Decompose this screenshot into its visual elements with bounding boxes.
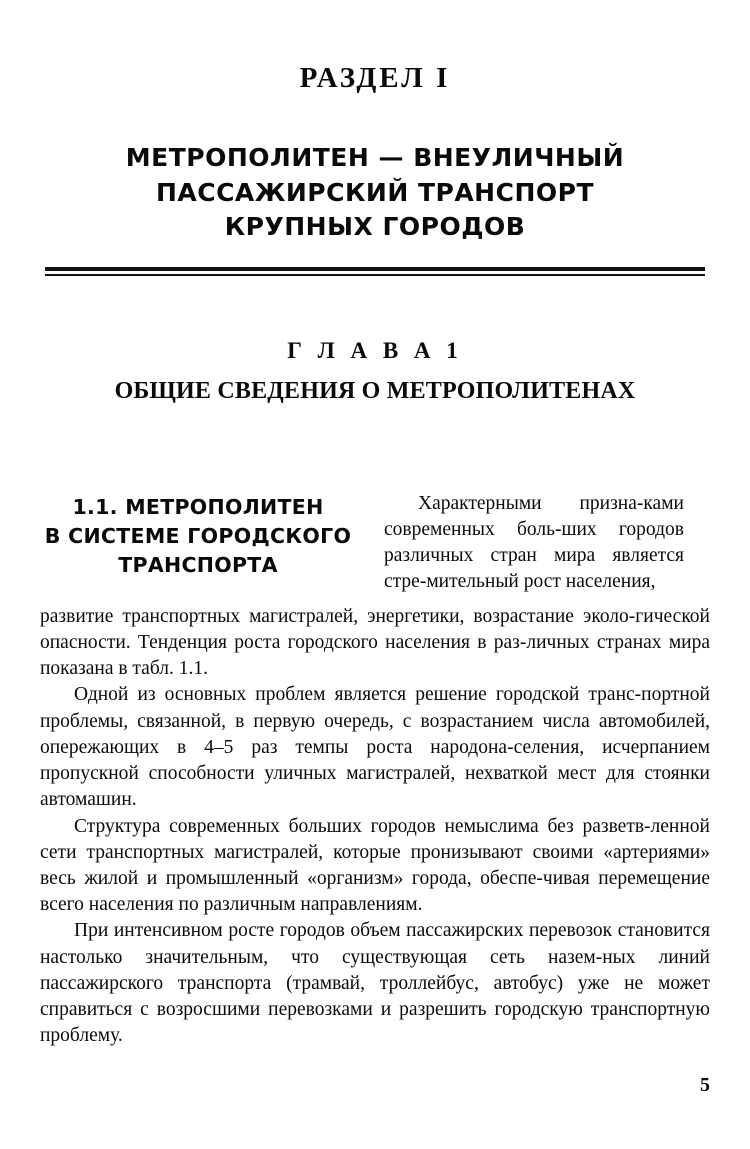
body-text (40, 604, 710, 1050)
subsection-heading-line-3: ТРАНСПОРТА (118, 552, 278, 577)
part-heading (95, 141, 655, 245)
chapter-title: ОБЩИЕ СВЕДЕНИЯ О МЕТРОПОЛИТЕНАХ (114, 377, 636, 404)
section-title: РАЗДЕЛ I (299, 62, 451, 94)
paragraph-1: развитие транспортных магистралей, энергетики, возрастание эколо-гической опасности. Тенденция роста городского населения в раз-личных странах мира показана в табл. 1.1. (40, 605, 710, 680)
page-content (40, 62, 710, 1049)
part-heading-line-2: ПАССАЖИРСКИЙ ТРАНСПОРТ (155, 177, 595, 207)
subsection-heading-line-2: В СИСТЕМЕ ГОРОДСКОГО (44, 523, 352, 548)
part-heading-line-1: МЕТРОПОЛИТЕН — ВНЕУЛИЧНЫЙ (125, 143, 625, 172)
paragraph-4: При интенсивном росте городов объем пассажирских перевозок становится настолько значительным, что существующая сеть назем-ных линий пассажирского транспорта (трамвай, троллейбус, автобус) уже не может справиться с возросшими перевозками и разрешить городскую транспортную проблему. (40, 920, 710, 1047)
part-heading-line-3: КРУПНЫХ ГОРОДОВ (224, 212, 526, 241)
divider-thin-line (45, 274, 705, 276)
intro-paragraph: Характерными призна-ками современных боль-ших городов различных стран мира является стре-мительный рост населения, (384, 492, 684, 593)
subsection-heading-line-1: 1.1. МЕТРОПОЛИТЕН (72, 494, 324, 519)
subsection-intro-block (40, 491, 710, 596)
heading-divider (45, 267, 705, 276)
page-number: 5 (700, 1074, 710, 1096)
chapter-label: Г Л А В А 1 (287, 337, 463, 363)
paragraph-3: Структура современных больших городов немыслима без разветв-ленной сети транспортных магистралей, которые пронизывают своими «артериями» весь жилой и промышленный «организм» города, обеспе-чивая перемещение всего населения по различным направлениям. (40, 815, 710, 916)
intro-column-text (384, 491, 684, 596)
subsection-heading (40, 491, 356, 580)
paragraph-2: Одной из основных проблем является решение городской транс-портной проблемы, связанной, в первую очередь, с возрастанием числа автомобилей, опережающих в 4–5 раз темпы роста народона-селения, исчерпанием пропускной способности уличных магистралей, нехваткой мест для стоянки автомашин. (40, 684, 710, 811)
